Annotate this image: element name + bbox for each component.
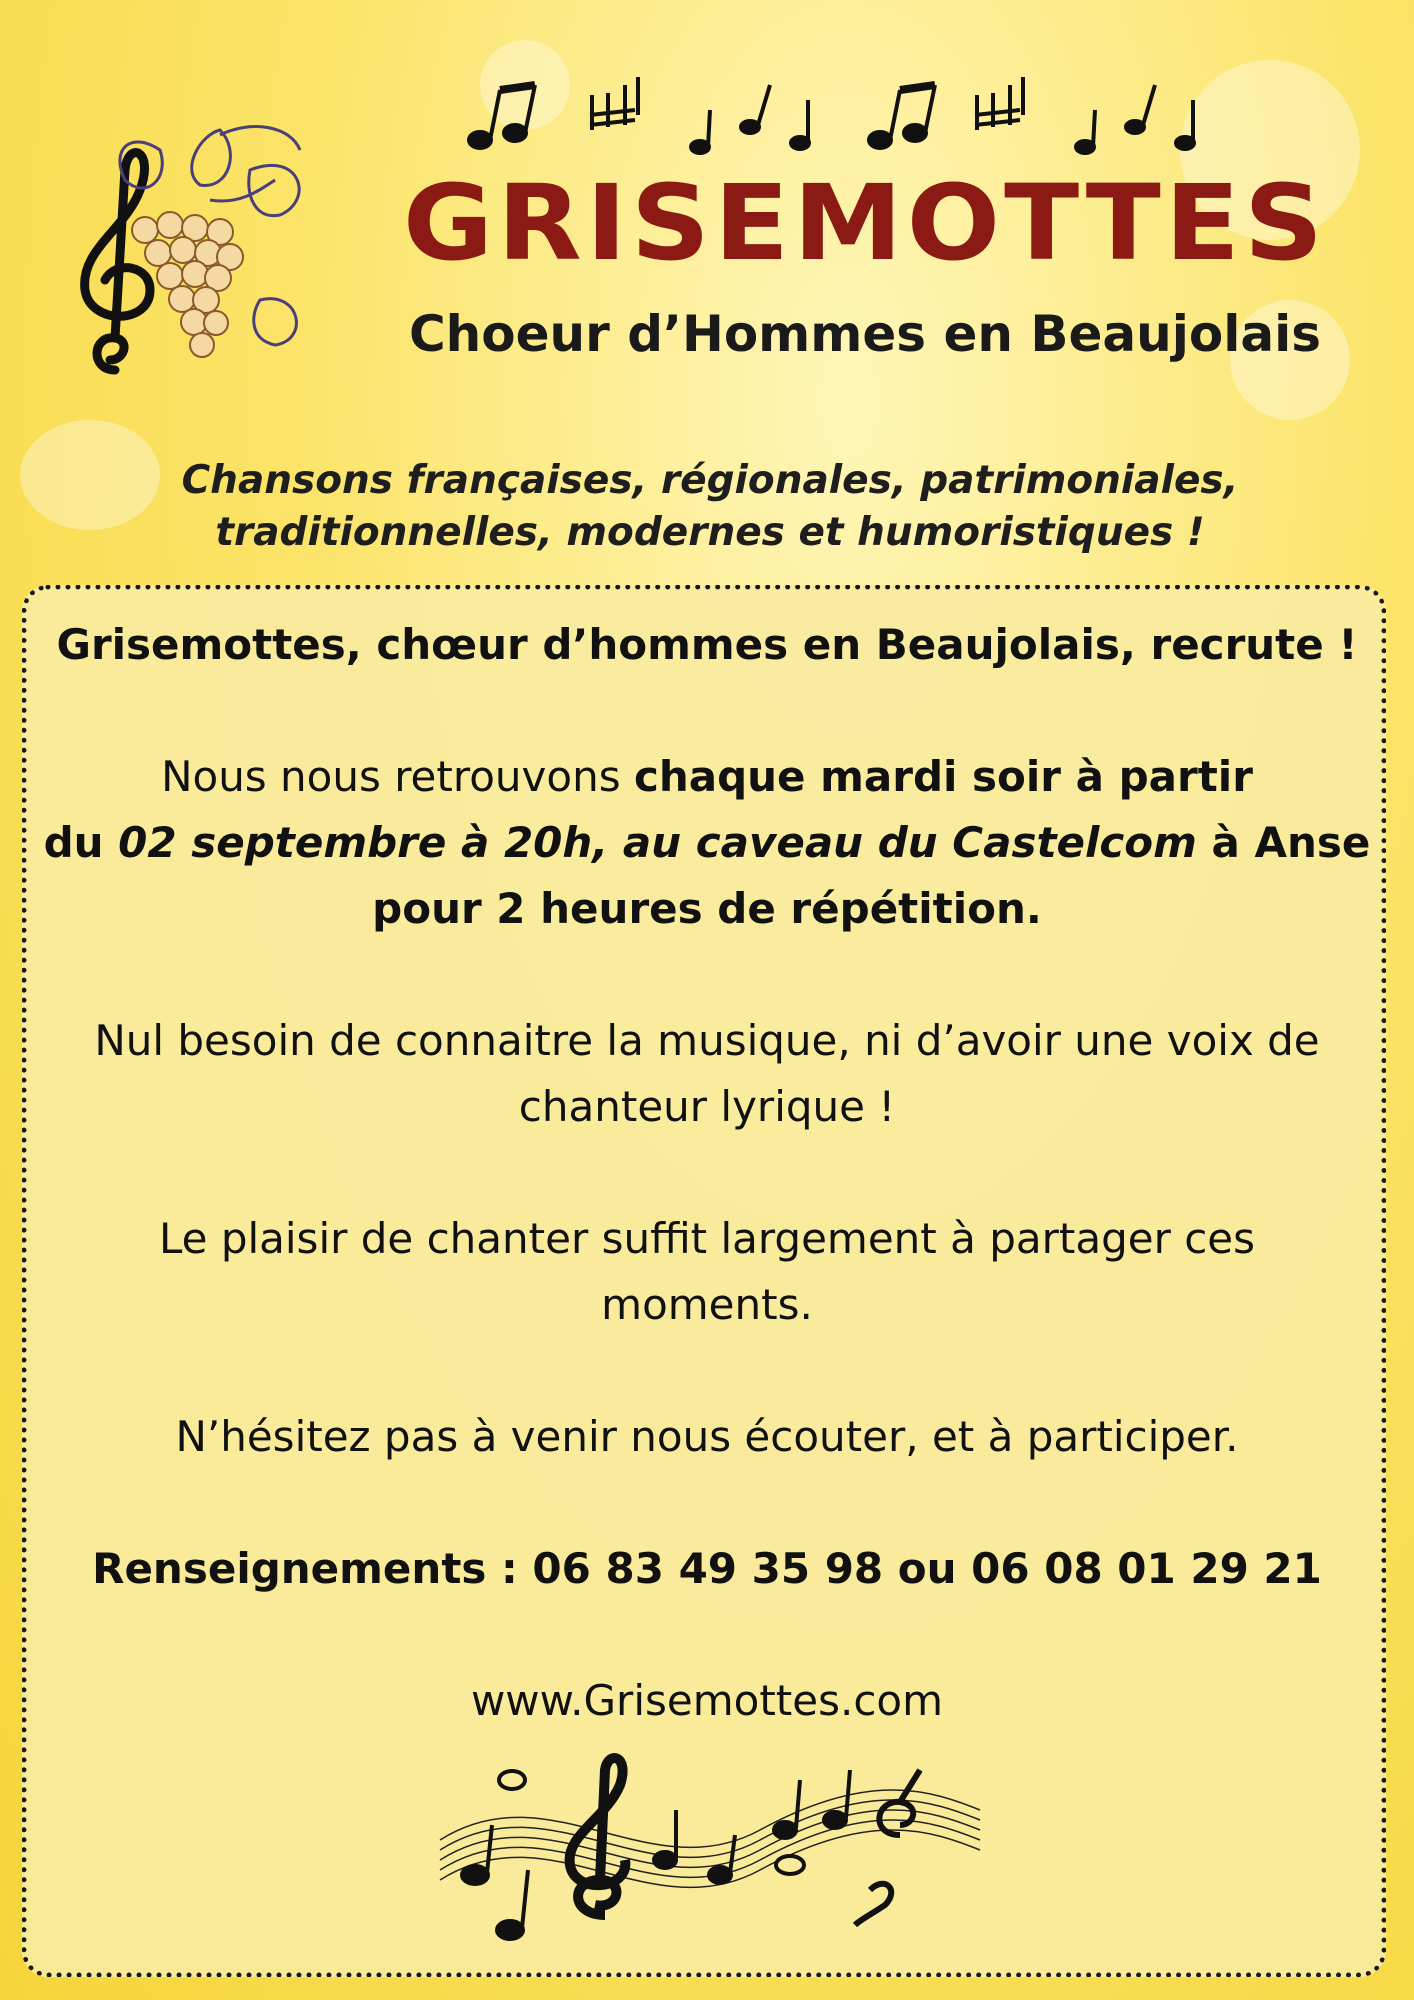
invite-paragraph: N’hésitez pas à venir nous écouter, et à participer. bbox=[175, 1412, 1239, 1461]
contact-line: Renseignements : 06 83 49 35 98 ou 06 08 01 29 21 bbox=[92, 1544, 1322, 1593]
brand-subtitle: Choeur d’Hommes en Beaujolais bbox=[408, 305, 1321, 363]
schedule-day: chaque mardi soir à partir bbox=[633, 752, 1253, 801]
treble-clef-icon bbox=[85, 153, 150, 370]
schedule-date-place: 02 septembre à 20h, au caveau du Castelcom bbox=[118, 818, 1197, 867]
grape-vine-icon bbox=[70, 110, 330, 390]
music-line: Nul besoin de connaitre la musique, ni d’avoir une voix de bbox=[94, 1016, 1320, 1065]
pleasure-line: Le plaisir de chanter suffit largement à partager ces bbox=[158, 1214, 1256, 1263]
tagline bbox=[100, 455, 1320, 559]
schedule-paragraph bbox=[40, 744, 1374, 942]
notice-text bbox=[40, 612, 1374, 1734]
schedule-duration: pour 2 heures de répétition. bbox=[372, 884, 1042, 933]
schedule-town: à Anse bbox=[1196, 818, 1371, 867]
pleasure-line: moments. bbox=[601, 1280, 813, 1329]
music-notes-icon bbox=[460, 55, 1220, 155]
schedule-intro: Nous nous retrouvons bbox=[161, 752, 634, 801]
music-paragraph bbox=[40, 1008, 1374, 1140]
brand-title: GRISEMOTTES bbox=[402, 162, 1328, 284]
schedule-prefix: du bbox=[43, 818, 119, 867]
notice-headline: Grisemottes, chœur d’hommes en Beaujolais, recrute ! bbox=[56, 620, 1358, 669]
music-line: chanteur lyrique ! bbox=[518, 1082, 896, 1131]
tagline-line: Chansons françaises, régionales, patrimoniales, bbox=[181, 458, 1239, 503]
website-link[interactable]: www.Grisemottes.com bbox=[470, 1676, 944, 1725]
music-staff-swirl-icon bbox=[430, 1740, 990, 1950]
tagline-line: traditionnelles, modernes et humoristiques ! bbox=[215, 510, 1205, 555]
pleasure-paragraph bbox=[40, 1206, 1374, 1338]
